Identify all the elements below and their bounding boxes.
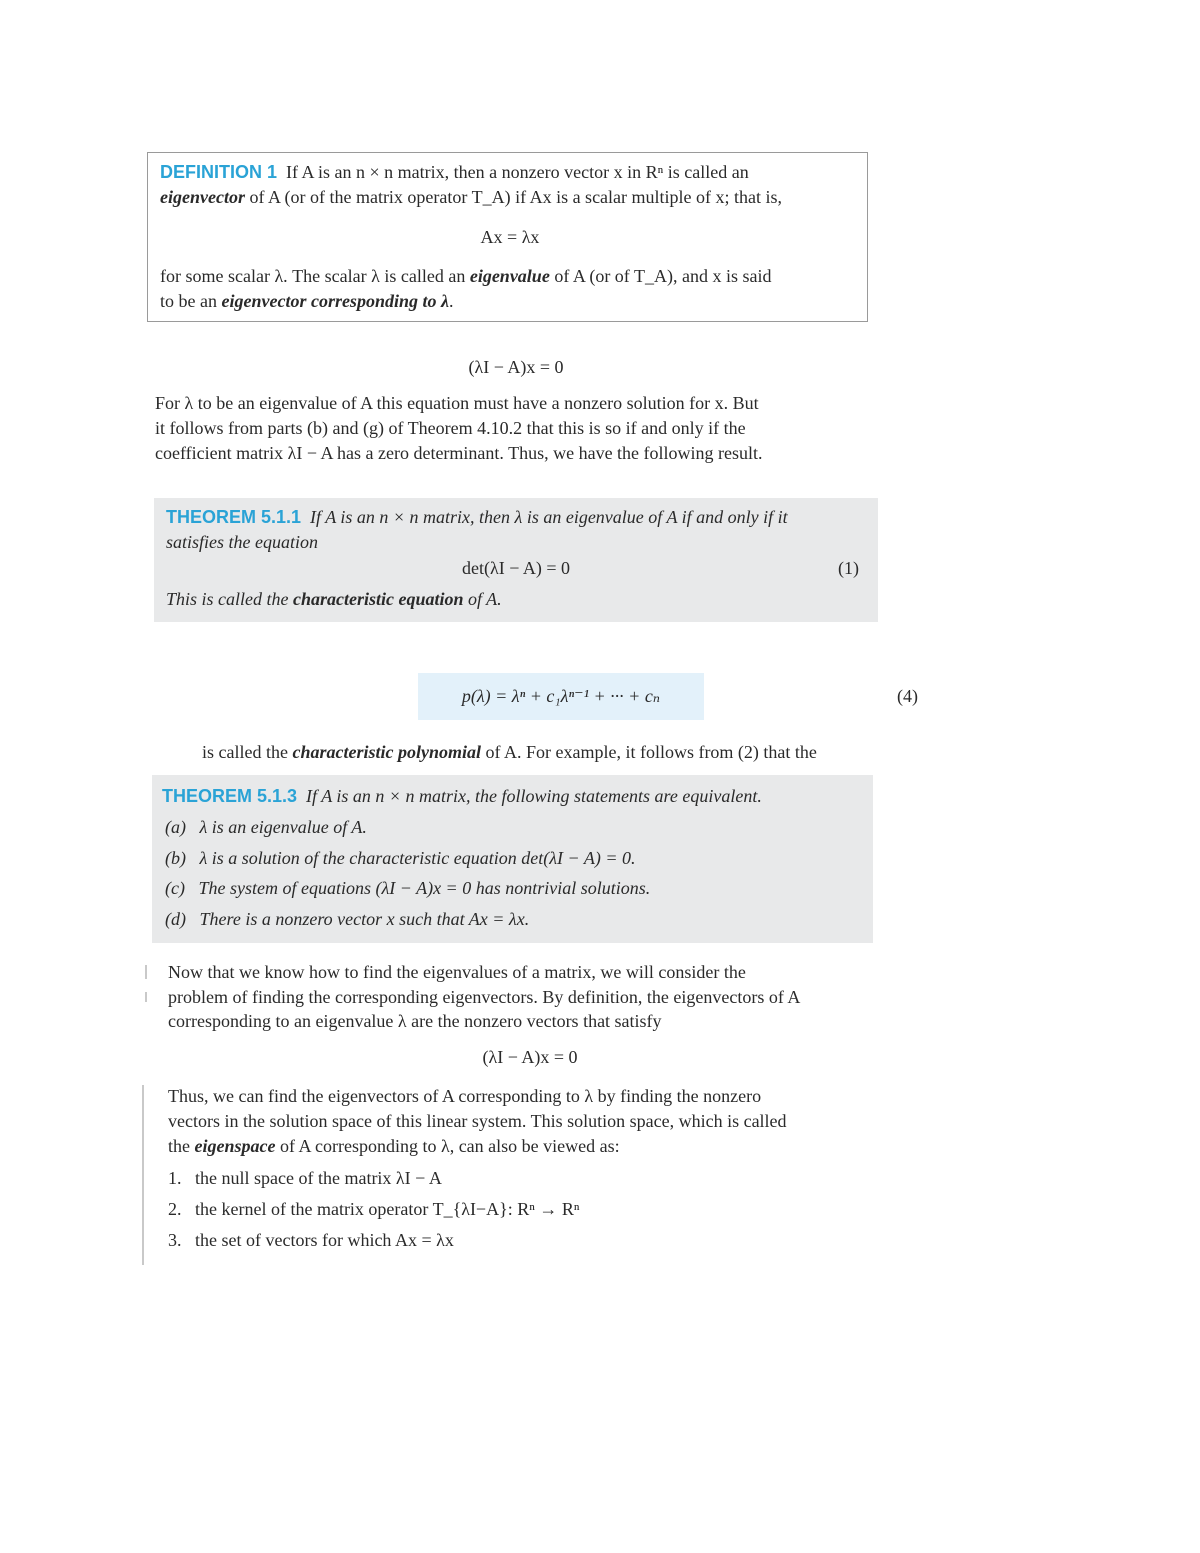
theorem3-item: (d) There is a nonzero vector x such that Ax = λx. bbox=[165, 909, 530, 929]
definition-label: DEFINITION 1 bbox=[160, 162, 278, 182]
para1-line-1: For λ to be an eigenvalue of A this equation must have a nonzero solution for x. But bbox=[155, 393, 759, 413]
polynomial-eq-number: (4) bbox=[897, 686, 918, 706]
para3-line-3: corresponding to an eigenvalue λ are the nonzero vectors that satisfy bbox=[168, 1011, 662, 1031]
definition-line-1: DEFINITION 1 If A is an n × n matrix, then a nonzero vector x in Rⁿ is called an bbox=[160, 162, 749, 182]
theorem3-item: (a) λ is an eigenvalue of A. bbox=[165, 817, 367, 837]
margin-rule bbox=[142, 1085, 144, 1265]
theorem1-label: THEOREM 5.1.1 bbox=[166, 507, 302, 527]
definition-equation: Ax = λx bbox=[480, 227, 540, 247]
margin-mark bbox=[145, 965, 147, 979]
para3-line-2: problem of finding the corresponding eigenvectors. By definition, the eigenvectors of A bbox=[168, 987, 801, 1007]
para2-line: is called the characteristic polynomial of A. For example, it follows from (2) that the bbox=[202, 742, 817, 762]
theorem3-item: (b) λ is a solution of the characteristic equation det(λI − A) = 0. bbox=[165, 848, 636, 868]
equation-main: (λI − A)x = 0 bbox=[468, 357, 564, 377]
definition-line-3: for some scalar λ. The scalar λ is called an eigenvalue of A (or of T_A), and x is said bbox=[160, 266, 772, 286]
theorem3-intro: THEOREM 5.1.3 If A is an n × n matrix, the following statements are equivalent. bbox=[162, 786, 762, 806]
para1-line-3: coefficient matrix λI − A has a zero determinant. Thus, we have the following result. bbox=[155, 443, 763, 463]
para4-line-1: Thus, we can find the eigenvectors of A corresponding to λ by finding the nonzero bbox=[168, 1086, 762, 1106]
para3-line-1: Now that we know how to find the eigenvalues of a matrix, we will consider the bbox=[168, 962, 746, 982]
margin-mark bbox=[145, 992, 147, 1002]
theorem1-equation: det(λI − A) = 0 bbox=[461, 558, 570, 578]
definition-line-2: eigenvector of A (or of the matrix operator T_A) if Ax is a scalar multiple of x; that is, bbox=[160, 187, 783, 207]
list-item: 3. the set of vectors for which Ax = λx bbox=[168, 1230, 454, 1250]
para4-line-2: vectors in the solution space of this linear system. This solution space, which is called bbox=[168, 1111, 787, 1131]
list-item: 1. the null space of the matrix λI − A bbox=[168, 1168, 442, 1188]
para4-line-3: the eigenspace of A corresponding to λ, can also be viewed as: bbox=[168, 1136, 620, 1156]
theorem1-line-1: THEOREM 5.1.1 If A is an n × n matrix, then λ is an eigenvalue of A if and only if it bbox=[166, 507, 788, 527]
theorem1-line-2: satisfies the equation bbox=[166, 532, 318, 552]
theorem3-item: (c) The system of equations (λI − A)x = 0 has nontrivial solutions. bbox=[165, 878, 651, 898]
theorem1-eq-number: (1) bbox=[838, 558, 859, 578]
polynomial-equation: p(λ) = λⁿ + c₁λⁿ⁻¹ + ··· + cₙ bbox=[461, 686, 661, 706]
equation-second: (λI − A)x = 0 bbox=[482, 1047, 578, 1067]
theorem3-label: THEOREM 5.1.3 bbox=[162, 786, 298, 806]
list-item: 2. the kernel of the matrix operator T_{λI−A}: Rⁿ → Rⁿ bbox=[168, 1199, 580, 1219]
theorem1-line-3: This is called the characteristic equation of A. bbox=[166, 589, 502, 609]
para1-line-2: it follows from parts (b) and (g) of Theorem 4.10.2 that this is so if and only if the bbox=[155, 418, 746, 438]
definition-line-4: to be an eigenvector corresponding to λ. bbox=[160, 291, 454, 311]
